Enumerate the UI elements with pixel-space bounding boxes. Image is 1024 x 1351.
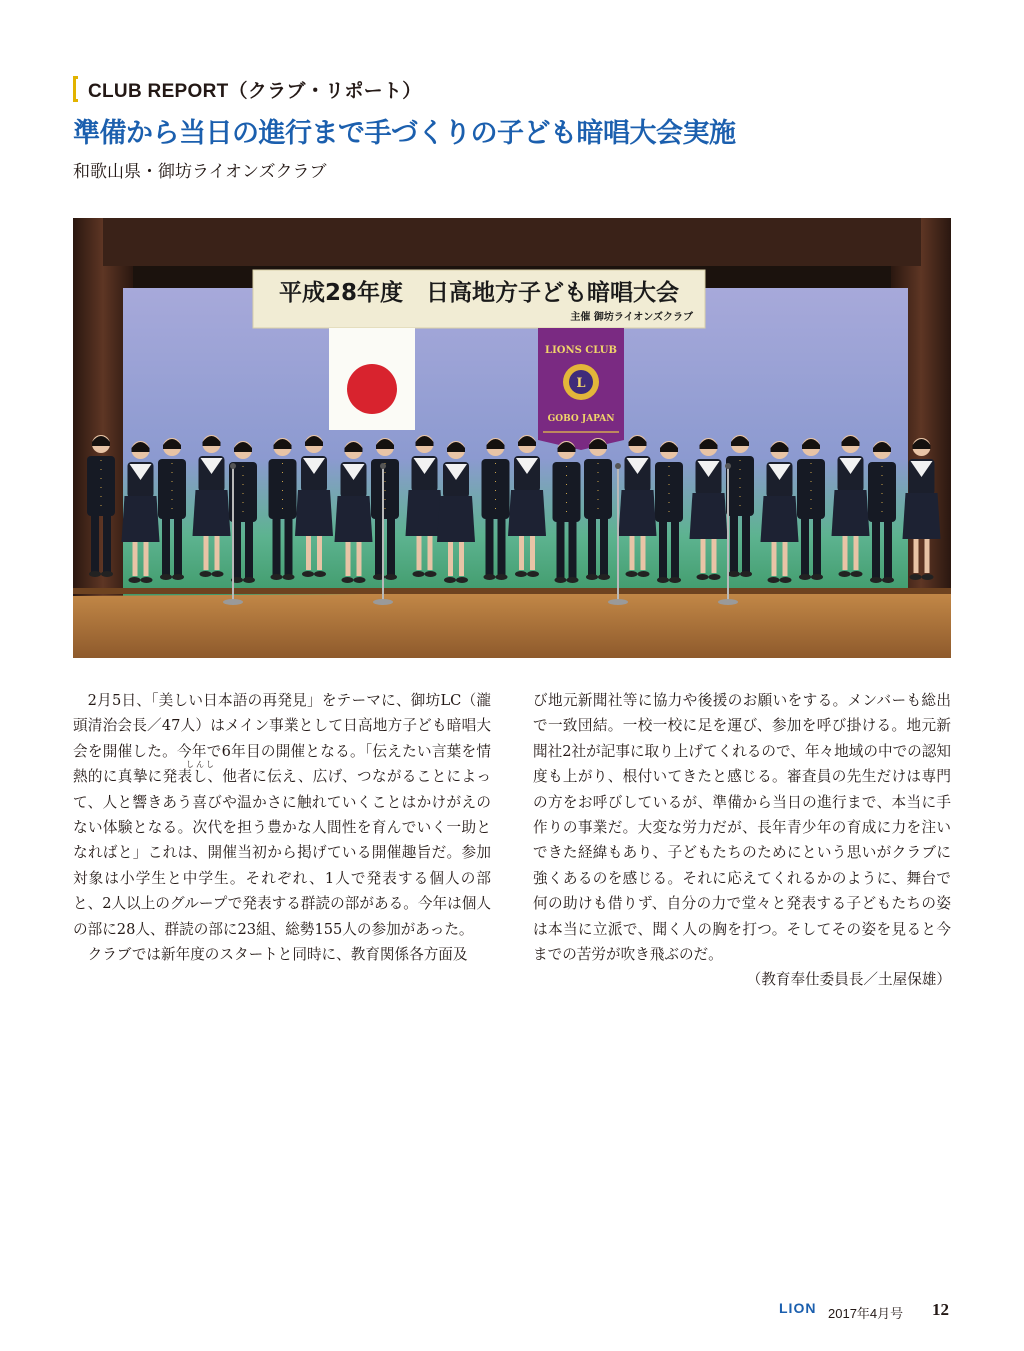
article-column-left xyxy=(73,688,491,967)
banner-host: 主催 御坊ライオンズクラブ xyxy=(570,312,693,323)
page-number: 12 xyxy=(932,1300,949,1319)
bracket-mark xyxy=(73,76,78,102)
section-header xyxy=(73,74,422,104)
article-paragraph-1: 2月5日、「美しい日本語の再発見」をテーマに、御坊LC（瀧頭清治会長／47人）はメイン事業として日高地方子ども暗唱大会を開催した。今年で6年目の開催となる。「伝えたい言葉を情熱的に真摯に発表し、他者に伝え、広げ、つながることによって、人と響きあう喜びや温かさに触れていくことはかけがえのない体験となる。次代を担う豊かな人間性を育んでいく一助となればと」これは、開催当初から掲げている開催趣旨だ。参加対象は小学生と中学生。それぞれ、1人で発表する個人の部と、2人以上のグループで発表する群読の部がある。今年は個人の部に28人、群読の部に23組、総勢155人の参加があった。 xyxy=(73,692,491,938)
flag-sun-icon xyxy=(347,364,397,414)
section-kicker: CLUB REPORT（クラブ・リポート） xyxy=(88,80,422,102)
article-paragraph-2: クラブでは新年度のスタートと同時に、教育関係各方面及 xyxy=(87,946,468,964)
ruby-annotation: しんし xyxy=(186,760,216,769)
flag-text-bottom: GOBO JAPAN xyxy=(547,414,615,424)
club-name: 和歌山県・御坊ライオンズクラブ xyxy=(73,162,327,181)
flag-text-top: LIONS CLUB xyxy=(545,345,617,356)
stage-floor xyxy=(73,590,951,658)
article-paragraph-3: び地元新聞社等に協力や後援のお願いをする。メンバーも総出で一致団結。一校一校に足を運び、参加を呼び掛ける。地元新聞社2社が記事に取り上げてくれるので、年々地域の中での認知度も上がり、根付いてきたと感じる。審査員の先生だけは専門の方をお呼びしているが、準備から当日の進行まで、本当に手作りの事業だ。大変な労力だが、長年青少年の育成に力を注いできた経緯もあり、子どもたちのためにという思いがクラブに強くあるのを感じる。それに応えてくれるかのように、舞台で何の助けも借りず、自分の力で堂々と発表する子どもたちの姿は本当に立派で、聞く人の胸を打つ。そしてその姿を見ると今までの苦労が吹き飛ぶのだ。 xyxy=(533,692,951,964)
article-headline: 準備から当日の進行まで手づくりの子ども暗唱大会実施 xyxy=(73,118,736,148)
footer-brand: LION xyxy=(779,1300,817,1316)
article-column-right xyxy=(533,688,951,993)
top-valance xyxy=(103,218,921,266)
svg-text:L: L xyxy=(576,376,586,391)
banner-title: 平成28年度 日高地方子ども暗唱大会 xyxy=(278,280,680,306)
article-signature: （教育奉仕委員長／土屋保雄） xyxy=(746,971,951,989)
footer-issue: 2017年4月号 xyxy=(828,1306,904,1321)
event-photo xyxy=(73,218,951,658)
